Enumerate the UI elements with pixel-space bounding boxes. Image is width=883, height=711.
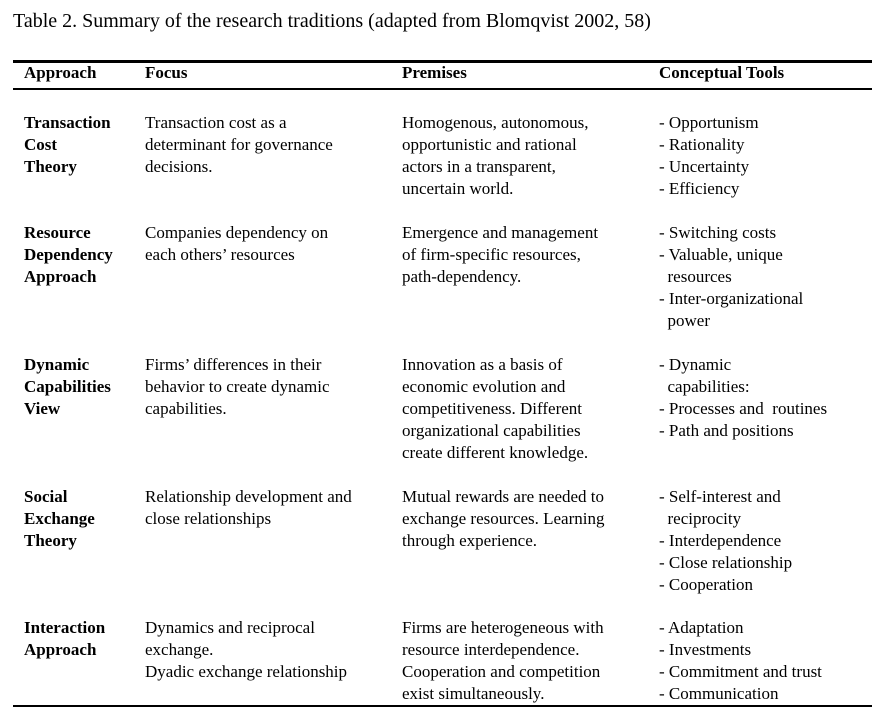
cell-line: - Self-interest and [659,487,781,506]
cell-premises [402,486,604,552]
cell-line: actors in a transparent, [402,157,556,176]
cell-line: Dyadic exchange relationship [145,662,348,681]
cell-line: exchange. [145,640,214,659]
cell-approach [24,354,111,420]
cell-line: Dynamic [24,355,90,374]
cell-line: Mutual rewards are needed to [402,487,605,506]
cell-approach [24,486,95,552]
cell-line: close relationships [145,509,272,528]
cell-line: exist simultaneously. [402,684,545,703]
cell-line: Companies dependency on [145,223,329,242]
cell-line: Capabilities [24,377,111,396]
cell-line: opportunistic and rational [402,135,577,154]
cell-line: - Communication [659,684,779,703]
cell-line: Theory [24,157,77,176]
cell-line: - Close relationship [659,553,793,572]
bottom-rule [13,705,872,707]
cell-premises [402,112,589,200]
cell-line: behavior to create dynamic [145,377,330,396]
cell-line: Social [24,487,68,506]
cell-line: Exchange [24,509,95,528]
cell-line: - Uncertainty [659,157,750,176]
cell-line: - Investments [659,640,752,659]
cell-tools [659,354,827,442]
cell-line: - Adaptation [659,618,744,637]
cell-line: of firm-specific resources, [402,245,581,264]
cell-line: - Rationality [659,135,745,154]
cell-approach [24,222,113,288]
cell-line: determinant for governance [145,135,333,154]
cell-line: each others’ resources [145,245,295,264]
cell-line: capabilities. [145,399,227,418]
cell-line: Resource [24,223,91,242]
cell-line: Approach [24,640,97,659]
header-conceptual-tools: Conceptual Tools [659,63,785,82]
cell-focus [145,354,330,420]
cell-line: capabilities: [659,377,750,396]
cell-tools [659,222,803,332]
cell-line: - Cooperation [659,575,753,594]
cell-premises [402,354,588,464]
cell-line: resources [659,267,732,286]
cell-line: organizational capabilities [402,421,581,440]
cell-line: View [24,399,61,418]
cell-line: reciprocity [659,509,742,528]
cell-line: exchange resources. Learning [402,509,605,528]
table-title: Table 2. Summary of the research traditions (adapted from Blomqvist 2002, 58) [13,10,651,32]
cell-line: - Path and positions [659,421,794,440]
header-premises: Premises [402,63,467,82]
cell-line: Approach [24,267,97,286]
cell-line: decisions. [145,157,213,176]
cell-line: Cooperation and competition [402,662,601,681]
cell-line: - Processes and routines [659,399,828,418]
cell-focus [145,617,347,683]
cell-line: power [659,311,710,330]
cell-line: - Interdependence [659,531,782,550]
cell-tools [659,112,759,200]
cell-line: resource interdependence. [402,640,580,659]
cell-line: - Efficiency [659,179,740,198]
cell-focus [145,222,328,266]
cell-premises [402,222,598,288]
cell-line: Dependency [24,245,113,264]
cell-premises [402,617,604,705]
cell-approach [24,112,111,178]
cell-line: Theory [24,531,77,550]
cell-line: - Dynamic [659,355,732,374]
cell-line: competitiveness. Different [402,399,583,418]
cell-line: - Commitment and trust [659,662,822,681]
cell-focus [145,112,333,178]
cell-line: Firms’ differences in their [145,355,322,374]
header-focus: Focus [145,63,188,82]
cell-line: - Inter-organizational [659,289,804,308]
cell-line: Emergence and management [402,223,599,242]
cell-line: Transaction [24,113,111,132]
cell-line: - Valuable, unique [659,245,783,264]
cell-line: path-dependency. [402,267,522,286]
cell-line: - Switching costs [659,223,777,242]
header-approach: Approach [24,63,97,82]
cell-tools [659,617,822,705]
cell-line: - Opportunism [659,113,759,132]
cell-line: Homogenous, autonomous, [402,113,589,132]
cell-line: Interaction [24,618,106,637]
cell-line: Relationship development and [145,487,352,506]
cell-line: economic evolution and [402,377,566,396]
cell-focus [145,486,352,530]
header-rule [13,88,872,90]
cell-line: uncertain world. [402,179,514,198]
cell-line: Cost [24,135,58,154]
cell-approach [24,617,105,661]
cell-line: Firms are heterogeneous with [402,618,604,637]
cell-line: through experience. [402,531,537,550]
cell-line: Dynamics and reciprocal [145,618,315,637]
cell-tools [659,486,792,596]
cell-line: Innovation as a basis of [402,355,563,374]
cell-line: create different knowledge. [402,443,589,462]
cell-line: Transaction cost as a [145,113,287,132]
